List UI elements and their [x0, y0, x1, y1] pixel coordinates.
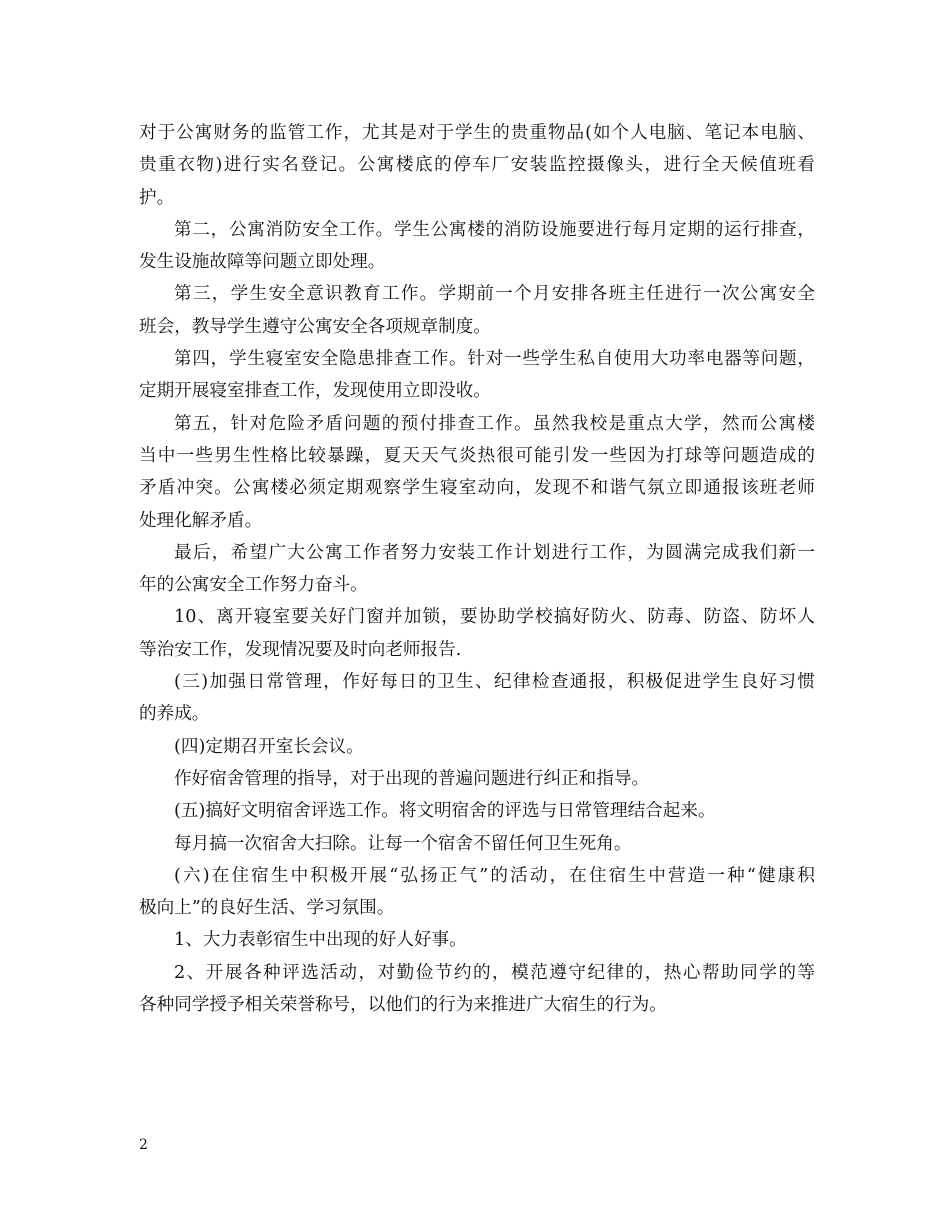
text-line: 护。 — [139, 187, 175, 208]
text-line: 第五，针对危险矛盾问题的预付排查工作。虽然我校是重点大学，然而公寓楼 — [174, 413, 815, 434]
text-line: 的养成。 — [139, 704, 210, 725]
text-line: (三)加强日常管理，作好每日的卫生、纪律检查通报，积极促进学生良好习惯 — [174, 672, 815, 693]
text-line: 年的公寓安全工作努力奋斗。 — [139, 575, 368, 596]
text-line: 各种同学授予相关荣誉称号，以他们的行为来推进广大宿生的行为。 — [139, 995, 667, 1016]
text-line: (六)在住宿生中积极开展“弘扬正气”的活动，在住宿生中营造一种“健康积 — [174, 865, 815, 886]
text-line: 班会，教导学生遵守公寓安全各项规章制度。 — [139, 316, 491, 337]
text-line: 当中一些男生性格比较暴躁，夏天天气炎热很可能引发一些因为打球等问题造成的 — [139, 445, 815, 466]
text-line: 对于公寓财务的监管工作，尤其是对于学生的贵重物品(如个人电脑、笔记本电脑、 — [139, 123, 815, 143]
text-line: 第二，公寓消防安全工作。学生公寓楼的消防设施要进行每月定期的运行排查， — [174, 219, 815, 240]
text-line: 最后，希望广大公寓工作者努力安装工作计划进行工作，为圆满完成我们新一 — [174, 542, 815, 563]
text-line: 矛盾冲突。公寓楼必须定期观察学生寝室动向，发现不和谐气氛立即通报该班老师 — [139, 478, 815, 499]
text-line: 1、大力表彰宿生中出现的好人好事。 — [174, 930, 467, 951]
text-line: 等治安工作，发现情况要及时向老师报告. — [139, 639, 462, 660]
text-line: 作好宿舍管理的指导，对于出现的普遍问题进行纠正和指导。 — [174, 768, 650, 789]
text-line: 发生设施故障等问题立即处理。 — [139, 252, 386, 273]
page-number: 2 — [139, 1137, 148, 1153]
text-line: (五)搞好文明宿舍评选工作。将文明宿舍的评选与日常管理结合起来。 — [174, 801, 716, 822]
text-line: 定期开展寝室排查工作，发现使用立即没收。 — [139, 381, 491, 402]
text-line: 10、离开寝室要关好门窗并加锁，要协助学校搞好防火、防毒、防盗、防坏人 — [174, 607, 815, 628]
text-line: 2、开展各种评选活动，对勤俭节约的，模范遵守纪律的，热心帮助同学的等 — [174, 962, 815, 983]
text-line: 贵重衣物)进行实名登记。公寓楼底的停车厂安装监控摄像头，进行全天候值班看 — [139, 155, 815, 176]
text-line: 第四，学生寝室安全隐患排查工作。针对一些学生私自使用大功率电器等问题， — [174, 349, 815, 370]
text-line: (四)定期召开室长会议。 — [174, 736, 364, 757]
text-line: 每月搞一次宿舍大扫除。让每一个宿舍不留任何卫生死角。 — [174, 833, 632, 854]
document-body — [139, 117, 815, 1021]
text-line: 极向上”的良好生活、学习氛围。 — [139, 898, 395, 919]
text-line: 处理化解矛盾。 — [139, 510, 263, 531]
text-line: 第三，学生安全意识教育工作。学期前一个月安排各班主任进行一次公寓安全 — [174, 284, 815, 305]
